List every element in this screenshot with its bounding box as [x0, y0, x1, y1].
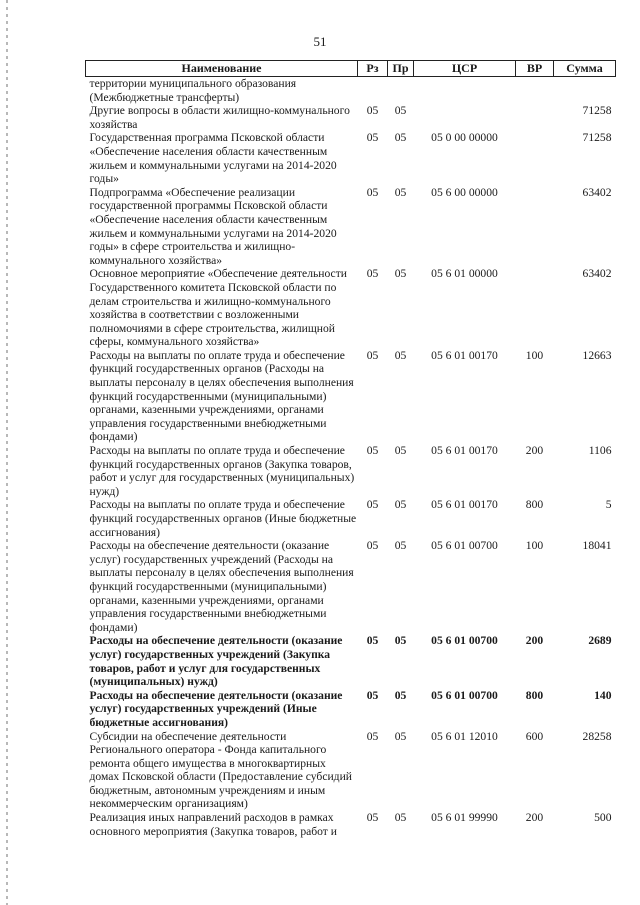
cell-vr: 200	[525, 634, 544, 648]
cell-name: Подпрограмма «Обеспечение реализации государственной программы Псковской области «Обеспечение населения области качественным жильем и коммунальными услугами на 2014-2020 годы» в сфере строительства и жилищно-коммунального хозяйства»	[89, 185, 337, 267]
cell-rz	[358, 77, 388, 105]
cell-vr: 200	[525, 811, 544, 825]
cell-vr: 800	[525, 688, 544, 702]
cell-vr	[516, 186, 554, 268]
cell-name: территории муниципального образования (Межбюджетные трансферты)	[89, 77, 297, 104]
cell-csr: 05 6 01 00700	[431, 539, 498, 553]
cell-sum: 71258	[582, 104, 612, 118]
cell-pr: 05	[394, 688, 407, 702]
cell-csr: 05 6 01 00170	[431, 348, 498, 362]
cell-vr: 100	[525, 348, 544, 362]
cell-pr: 05	[394, 267, 407, 281]
cell-pr	[388, 77, 414, 105]
cell-csr: 05 0 00 00000	[431, 131, 498, 145]
cell-pr: 05	[394, 729, 407, 743]
cell-sum: 63402	[582, 185, 612, 199]
table-row	[86, 634, 616, 688]
cell-sum: 63402	[582, 267, 612, 281]
cell-sum: 2689	[588, 634, 612, 648]
cell-name: Расходы на выплаты по оплате труда и обеспечение функций государственных органов (Расходы на выплаты персоналу в целях обеспечения выполнения функций государственными (муниципальными) органами, казенными учреждениями, органами управления государственными внебюджетными фондами)	[89, 348, 354, 444]
cell-csr: 05 6 01 00170	[431, 498, 498, 512]
cell-rz: 05	[366, 267, 379, 281]
cell-sum: 500	[594, 811, 612, 825]
table-row	[86, 131, 616, 185]
cell-rz: 05	[366, 729, 379, 743]
cell-rz: 05	[366, 634, 379, 648]
cell-sum: 18041	[582, 539, 612, 553]
cell-pr: 05	[394, 539, 407, 553]
table-row	[86, 539, 616, 634]
cell-csr: 05 6 01 99990	[431, 811, 498, 825]
table-row	[86, 444, 616, 498]
table-row	[86, 730, 616, 812]
cell-pr: 05	[394, 185, 407, 199]
cell-sum: 1106	[588, 444, 612, 458]
cell-name: Субсидии на обеспечение деятельности Регионального оператора - Фонда капитального ремонта общего имущества в многоквартирных домах Псковской области (Предоставление субсидий бюджетным, автономным учреждениям и иным некоммерческим организациям)	[89, 729, 352, 811]
cell-rz: 05	[366, 539, 379, 553]
cell-csr	[414, 77, 516, 105]
cell-vr	[516, 77, 554, 105]
header-rz: Рз	[358, 61, 388, 77]
cell-name: Государственная программа Псковской области «Обеспечение населения области качественным жильем и коммунальными услугами на 2014-2020 годы»	[89, 131, 337, 186]
table-row	[86, 186, 616, 268]
scan-edge	[6, 0, 8, 905]
header-sum: Сумма	[554, 61, 616, 77]
header-pr: Пр	[388, 61, 414, 77]
cell-csr: 05 6 01 00700	[431, 688, 498, 702]
cell-rz: 05	[366, 498, 379, 512]
header-csr: ЦСР	[414, 61, 516, 77]
cell-vr	[516, 131, 554, 185]
cell-sum: 28258	[582, 729, 612, 743]
table-header-row	[86, 61, 616, 77]
cell-vr: 600	[525, 729, 544, 743]
cell-pr: 05	[394, 811, 407, 825]
header-name: Наименование	[86, 61, 358, 77]
cell-vr: 800	[525, 498, 544, 512]
cell-name: Другие вопросы в области жилищно-коммунального хозяйства	[89, 104, 350, 131]
table-row	[86, 77, 616, 105]
cell-pr: 05	[394, 498, 407, 512]
table-row	[86, 349, 616, 444]
cell-csr: 05 6 01 12010	[431, 729, 498, 743]
cell-sum: 140	[594, 688, 612, 702]
cell-csr: 05 6 01 00000	[431, 267, 498, 281]
cell-name: Расходы на выплаты по оплате труда и обеспечение функций государственных органов (Закупка товаров, работ и услуг для государственных (муниципальных) нужд)	[89, 444, 355, 498]
cell-csr	[414, 104, 516, 131]
cell-pr: 05	[394, 348, 407, 362]
cell-name: Расходы на обеспечение деятельности (оказание услуг) государственных учреждений (Закупка товаров, работ и услуг для государственных (муниципальных) нужд)	[89, 634, 343, 689]
cell-name: Основное мероприятие «Обеспечение деятельности Государственного комитета Псковской области по делам строительства и жилищно-коммунального хозяйства в соответствии с возложенными полномочиями в сфере строительства, жилищной сферы, коммунального хозяйства»	[89, 267, 347, 349]
cell-rz: 05	[366, 811, 379, 825]
cell-vr	[516, 104, 554, 131]
cell-csr: 05 6 01 00170	[431, 444, 498, 458]
budget-table	[85, 60, 616, 838]
table-row	[86, 689, 616, 730]
cell-rz: 05	[366, 348, 379, 362]
cell-pr: 05	[394, 444, 407, 458]
table-row	[86, 104, 616, 131]
cell-rz: 05	[366, 185, 379, 199]
cell-pr: 05	[394, 131, 407, 145]
cell-vr: 100	[525, 539, 544, 553]
table-row	[86, 811, 616, 838]
cell-csr: 05 6 00 00000	[431, 185, 498, 199]
cell-rz: 05	[366, 688, 379, 702]
table-row	[86, 498, 616, 539]
cell-vr: 200	[525, 444, 544, 458]
cell-pr: 05	[394, 634, 407, 648]
cell-sum	[554, 77, 616, 105]
cell-csr: 05 6 01 00700	[431, 634, 498, 648]
cell-name: Расходы на обеспечение деятельности (оказание услуг) государственных учреждений (Расходы на выплаты персоналу в целях обеспечения выполнения функций государственными (муниципальными) органами, казенными учреждениями, органами управления государственными внебюджетными фондами)	[89, 539, 354, 634]
table-body	[86, 77, 616, 839]
cell-vr	[516, 267, 554, 349]
cell-sum: 12663	[582, 348, 612, 362]
cell-name: Расходы на выплаты по оплате труда и обеспечение функций государственных органов (Иные бюджетные ассигнования)	[89, 498, 357, 539]
cell-name: Реализация иных направлений расходов в рамках основного мероприятия (Закупка товаров, работ и	[89, 811, 337, 838]
table-row	[86, 267, 616, 349]
header-vr: ВР	[516, 61, 554, 77]
cell-rz: 05	[366, 104, 379, 118]
cell-name: Расходы на обеспечение деятельности (оказание услуг) государственных учреждений (Иные бюджетные ассигнования)	[89, 688, 343, 729]
cell-rz: 05	[366, 131, 379, 145]
cell-sum: 71258	[582, 131, 612, 145]
cell-rz: 05	[366, 444, 379, 458]
cell-sum: 5	[605, 498, 612, 512]
page-number: 51	[313, 34, 327, 49]
cell-pr: 05	[394, 104, 407, 118]
